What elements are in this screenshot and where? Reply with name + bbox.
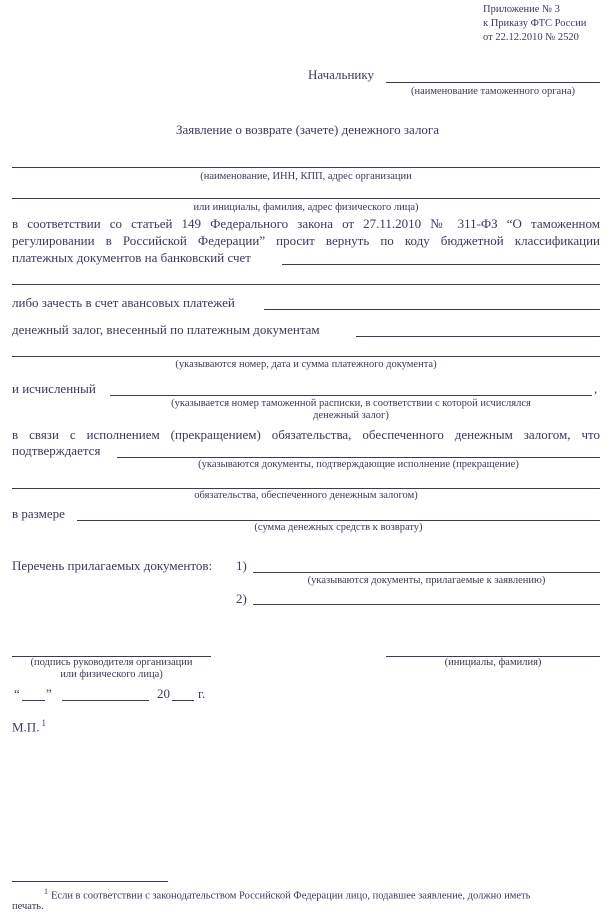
signature-caption-1: (подпись руководителя организации (30, 657, 193, 668)
deposit-line (356, 336, 600, 337)
annex-line-2: к Приказу ФТС России (483, 18, 587, 29)
annex-line-1: Приложение № 3 (483, 4, 560, 15)
seal-footnote-mark: 1 (41, 718, 46, 728)
date-year-line (172, 700, 194, 701)
date-open-quote: “ (14, 686, 20, 701)
footnote-mark: 1 (44, 887, 48, 896)
date-day-line (22, 700, 45, 701)
addressee-label: Начальнику (308, 67, 375, 82)
receipt-caption-2: денежный залог) (313, 410, 389, 421)
offset-line (264, 309, 600, 310)
paragraph-line-1: в соответствии со статьей 149 Федерального закона от 27.11.2010 № 311-ФЗ “О таможенном (12, 216, 600, 231)
attachments-caption: (указываются документы, прилагаемые к заявлению) (307, 575, 546, 586)
applicant-line-1 (12, 167, 600, 168)
amount-caption: (сумма денежных средств к возврату) (254, 522, 423, 533)
bank-account-line (282, 264, 600, 265)
bank-account-line-2 (12, 284, 600, 285)
date-year-prefix: 20 (157, 686, 170, 701)
date-year-suffix: г. (198, 686, 206, 701)
attachment-item-2-line (253, 604, 600, 605)
name-caption: (инициалы, фамилия) (444, 657, 542, 668)
obligation-caption-2: обязательства, обеспеченного денежным залогом) (194, 490, 418, 501)
seal-text: М.П. (12, 719, 40, 735)
footnote-line-2: печать. (12, 901, 44, 912)
payment-caption: (указываются номер, дата и сумма платежного документа) (175, 359, 437, 370)
obligation-line-1: в связи с исполнением (прекращением) обязательства, обеспеченного денежным залогом, что (12, 427, 600, 442)
paragraph-line-3: платежных документов на банковский счет (12, 250, 251, 265)
applicant-line-2 (12, 198, 600, 199)
date-month-line (62, 700, 149, 701)
signature-caption-2: или физического лица) (60, 669, 163, 680)
calculated-label: и исчисленный (12, 381, 96, 396)
obligation-line-2: подтверждается (12, 443, 101, 458)
addressee-caption: (наименование таможенного органа) (410, 86, 575, 97)
date-close-quote: ” (46, 686, 52, 701)
attachments-label: Перечень прилагаемых документов: (12, 558, 213, 573)
calculated-comma: , (594, 381, 598, 396)
deposit-label: денежный залог, внесенный по платежным документам (12, 322, 320, 337)
paragraph-line-2: регулировании в Российской Федерации” просит вернуть по коду бюджетной классификации (12, 233, 600, 248)
amount-label: в размере (12, 506, 65, 521)
footnote-text-1: Если в соответствии с законодательством Российской Федерации лицо, подавшее заявление, должно иметь (51, 890, 531, 902)
calculated-line (110, 395, 592, 396)
obligation-caption-1: (указываются документы, подтверждающие исполнение (прекращение) (198, 459, 519, 470)
footnote-line-1 (12, 886, 530, 903)
seal-label (12, 716, 46, 734)
obligation-docs-line (117, 457, 600, 458)
receipt-caption-1: (указывается номер таможенной расписки, в соответствии с которой исчислялся (171, 398, 531, 409)
addressee-line (386, 82, 600, 83)
payment-docs-line (12, 356, 600, 357)
attachment-item-2-number: 2) (236, 591, 247, 606)
document-title: Заявление о возврате (зачете) денежного залога (175, 122, 440, 137)
applicant-caption-2: или инициалы, фамилия, адрес физического лица) (193, 202, 419, 213)
applicant-caption-1: (наименование, ИНН, КПП, адрес организации (200, 171, 412, 182)
annex-line-3: от 22.12.2010 № 2520 (483, 32, 579, 43)
footnote-separator (12, 881, 168, 882)
offset-label: либо зачесть в счет авансовых платежей (12, 295, 235, 310)
obligation-docs-line-2 (12, 488, 600, 489)
attachment-item-1-line (253, 572, 600, 573)
attachment-item-1-number: 1) (236, 558, 247, 573)
amount-line (77, 520, 600, 521)
